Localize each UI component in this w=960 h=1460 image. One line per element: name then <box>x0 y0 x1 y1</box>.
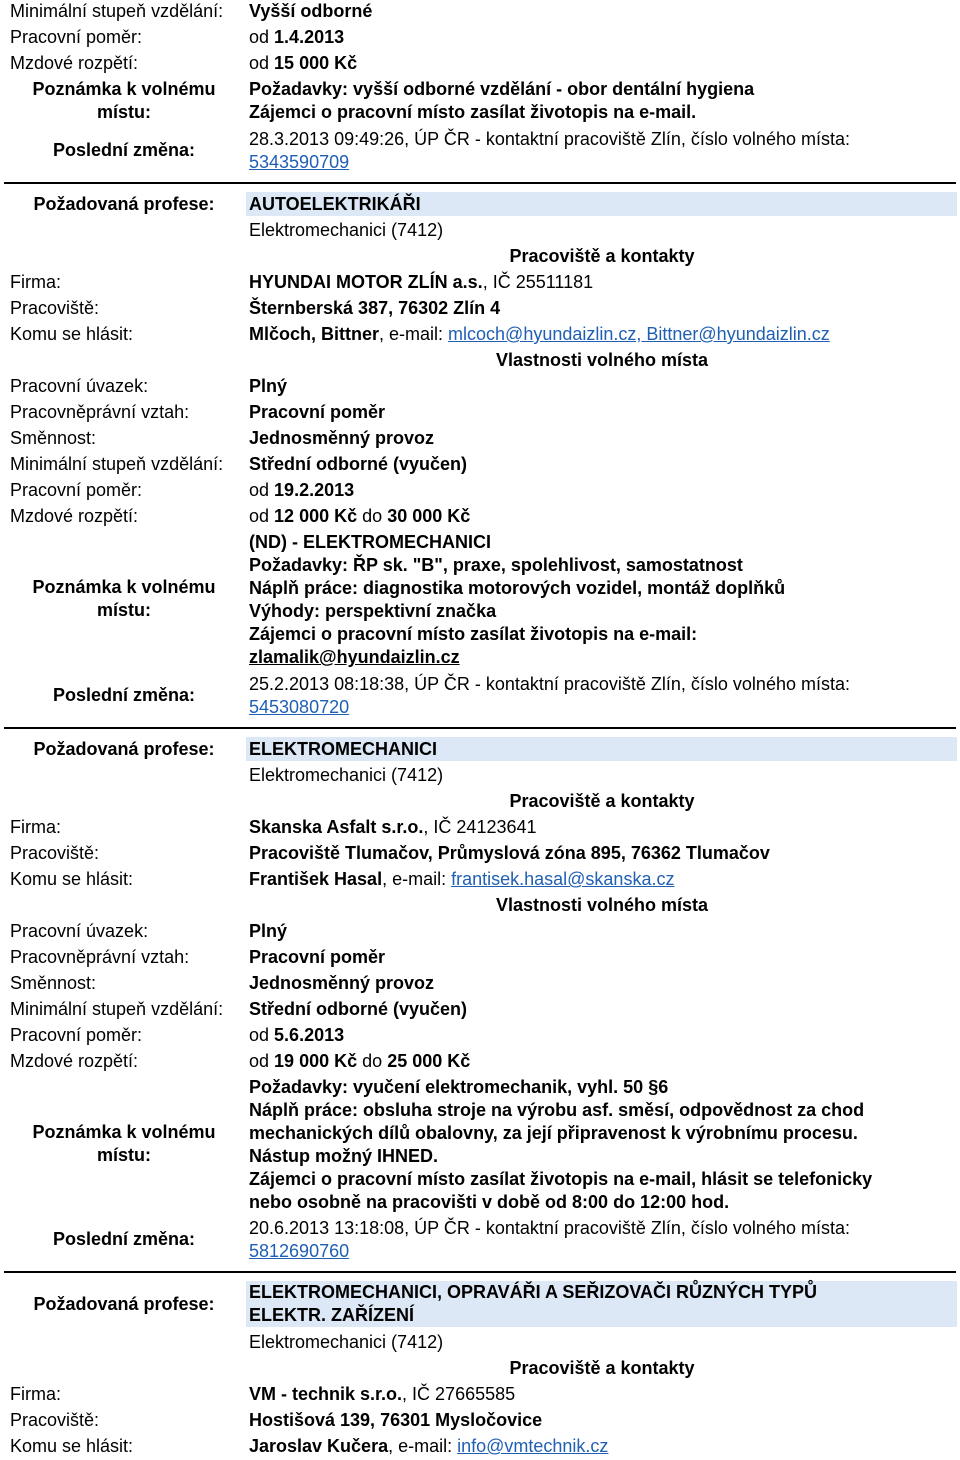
edu-value: Vyšší odborné <box>249 1 373 21</box>
note-line: Náplň práce: obsluha stroje na výrobu asf. směsí, odpovědnost za chod <box>249 1100 865 1120</box>
prof-label: Požadovaná profese: <box>33 1294 215 1314</box>
change-label: Poslední změna: <box>52 1229 196 1249</box>
komu-label: Komu se hlásit: <box>10 324 134 344</box>
komu-value: František Hasal, e-mail: frantisek.hasal@skanska.cz <box>249 869 675 889</box>
smennost-label: Směnnost: <box>10 973 97 993</box>
job-category: Elektromechanici (7412) <box>249 1332 444 1352</box>
section-props: Vlastnosti volného místa <box>495 895 709 915</box>
note-label: Poznámka k volnému místu: <box>32 577 216 620</box>
mzda-label: Mzdové rozpětí: <box>10 1051 139 1071</box>
firma-label: Firma: <box>10 817 61 837</box>
komu-label: Komu se hlásit: <box>10 1436 134 1456</box>
pomer-value: od 1.4.2013 <box>249 27 345 47</box>
pracoviste-value: Šternberská 387, 76302 Zlín 4 <box>249 298 501 318</box>
pomer-label: Pracovní poměr: <box>10 1025 143 1045</box>
email-link[interactable]: frantisek.hasal@skanska.cz <box>451 869 675 889</box>
change-text: 20.6.2013 13:18:08, ÚP ČR - kontaktní pracoviště Zlín, číslo volného místa: <box>249 1218 850 1238</box>
edu-label: Minimální stupeň vzdělání: <box>10 999 224 1019</box>
section-props: Vlastnosti volného místa <box>495 350 709 370</box>
mzda-label: Mzdové rozpětí: <box>10 506 139 526</box>
mzda-value: od 19 000 Kč do 25 000 Kč <box>249 1051 471 1071</box>
vztah-label: Pracovněprávní vztah: <box>10 947 190 967</box>
vztah-label: Pracovněprávní vztah: <box>10 402 190 422</box>
job-category: Elektromechanici (7412) <box>249 765 444 785</box>
note-line: Zájemci o pracovní místo zasílat životopis na e-mail, hlásit se telefonicky <box>249 1169 873 1189</box>
pracoviste-label: Pracoviště: <box>10 843 100 863</box>
note-line: Požadavky: ŘP sk. "B", praxe, spolehlivost, samostatnost <box>249 555 743 575</box>
komu-value: Mlčoch, Bittner, e-mail: mlcoch@hyundaizlin.cz, Bittner@hyundaizlin.cz <box>249 324 830 344</box>
prof-label: Požadovaná profese: <box>33 194 215 214</box>
edu-label: Minimální stupeň vzdělání: <box>10 1 224 21</box>
mzda-value: od 12 000 Kč do 30 000 Kč <box>249 506 471 526</box>
mzda-value: od 15 000 Kč <box>249 53 358 73</box>
section-contacts: Pracoviště a kontakty <box>509 246 695 266</box>
change-text: 28.3.2013 09:49:26, ÚP ČR - kontaktní pracoviště Zlín, číslo volného místa: <box>249 129 850 149</box>
divider <box>4 1271 956 1273</box>
komu-value: Jaroslav Kučera, e-mail: info@vmtechnik.cz <box>249 1436 609 1456</box>
smennost-value: Jednosměnný provoz <box>249 428 435 448</box>
note-label: Poznámka k volnému místu: <box>32 79 216 122</box>
note-line: Zájemci o pracovní místo zasílat životopis na e-mail: <box>249 624 698 644</box>
prof-label: Požadovaná profese: <box>33 739 215 759</box>
firma-label: Firma: <box>10 1384 61 1404</box>
pomer-label: Pracovní poměr: <box>10 27 143 47</box>
uvazek-label: Pracovní úvazek: <box>10 921 149 941</box>
note-line: Nástup možný IHNED. <box>249 1146 439 1166</box>
firma-value: HYUNDAI MOTOR ZLÍN a.s., IČ 25511181 <box>249 272 594 292</box>
vztah-value: Pracovní poměr <box>249 947 386 967</box>
email-link[interactable]: info@vmtechnik.cz <box>457 1436 609 1456</box>
note-label: Poznámka k volnému místu: <box>32 1122 216 1165</box>
job-title: AUTOELEKTRIKÁŘI <box>246 192 957 216</box>
firma-label: Firma: <box>10 272 61 292</box>
edu-value: Střední odborné (vyučen) <box>249 999 468 1019</box>
pracoviste-value: Pracoviště Tlumačov, Průmyslová zóna 895, 76362 Tlumačov <box>249 843 770 863</box>
note-line: Výhody: perspektivní značka <box>249 601 497 621</box>
uvazek-value: Plný <box>249 921 288 941</box>
job-id-link[interactable]: 5453080720 <box>249 697 350 717</box>
section-contacts: Pracoviště a kontakty <box>509 1358 695 1378</box>
edu-label: Minimální stupeň vzdělání: <box>10 454 224 474</box>
note-line: Zájemci o pracovní místo zasílat životopis na e-mail. <box>249 102 697 122</box>
pomer-value: od 5.6.2013 <box>249 1025 345 1045</box>
komu-label: Komu se hlásit: <box>10 869 134 889</box>
pracoviste-label: Pracoviště: <box>10 1410 100 1430</box>
note-line: Požadavky: vyučení elektromechanik, vyhl. 50 §6 <box>249 1077 669 1097</box>
note-line: Náplň práce: diagnostika motorových vozidel, montáž doplňků <box>249 578 786 598</box>
note-line: Požadavky: vyšší odborné vzdělání - obor dentální hygiena <box>249 79 755 99</box>
change-label: Poslední změna: <box>52 685 196 705</box>
note-line: nebo osobně na pracovišti v době od 8:00 do 12:00 hod. <box>249 1192 730 1212</box>
pracoviste-value: Hostišová 139, 76301 Mysločovice <box>249 1410 543 1430</box>
pracoviste-label: Pracoviště: <box>10 298 100 318</box>
job-title: ELEKTROMECHANICI, OPRAVÁŘI A SEŘIZOVAČI RŮZNÝCH TYPŮ ELEKTR. ZAŘÍZENÍ <box>246 1281 957 1327</box>
firma-value: Skanska Asfalt s.r.o., IČ 24123641 <box>249 817 537 837</box>
change-label: Poslední změna: <box>52 140 196 160</box>
uvazek-value: Plný <box>249 376 288 396</box>
job-id-link[interactable]: 5343590709 <box>249 152 350 172</box>
note-line: (ND) - ELEKTROMECHANICI <box>249 532 491 552</box>
job-title: ELEKTROMECHANICI <box>246 737 957 761</box>
email-link[interactable]: mlcoch@hyundaizlin.cz, Bittner@hyundaizlin.cz <box>448 324 830 344</box>
job-id-link[interactable]: 5812690760 <box>249 1241 350 1261</box>
mzda-label: Mzdové rozpětí: <box>10 53 139 73</box>
job-category: Elektromechanici (7412) <box>249 220 444 240</box>
vztah-value: Pracovní poměr <box>249 402 386 422</box>
smennost-value: Jednosměnný provoz <box>249 973 435 993</box>
firma-value: VM - technik s.r.o., IČ 27665585 <box>249 1384 516 1404</box>
uvazek-label: Pracovní úvazek: <box>10 376 149 396</box>
pomer-value: od 19.2.2013 <box>249 480 355 500</box>
edu-value: Střední odborné (vyučen) <box>249 454 468 474</box>
change-text: 25.2.2013 08:18:38, ÚP ČR - kontaktní pracoviště Zlín, číslo volného místa: <box>249 674 850 694</box>
note-line: mechanických dílů obalovny, za její připravenost k výrobnímu procesu. <box>249 1123 858 1143</box>
smennost-label: Směnnost: <box>10 428 97 448</box>
divider <box>4 727 956 729</box>
divider <box>4 182 956 184</box>
pomer-label: Pracovní poměr: <box>10 480 143 500</box>
note-email: zlamalik@hyundaizlin.cz <box>249 647 460 667</box>
section-contacts: Pracoviště a kontakty <box>509 791 695 811</box>
